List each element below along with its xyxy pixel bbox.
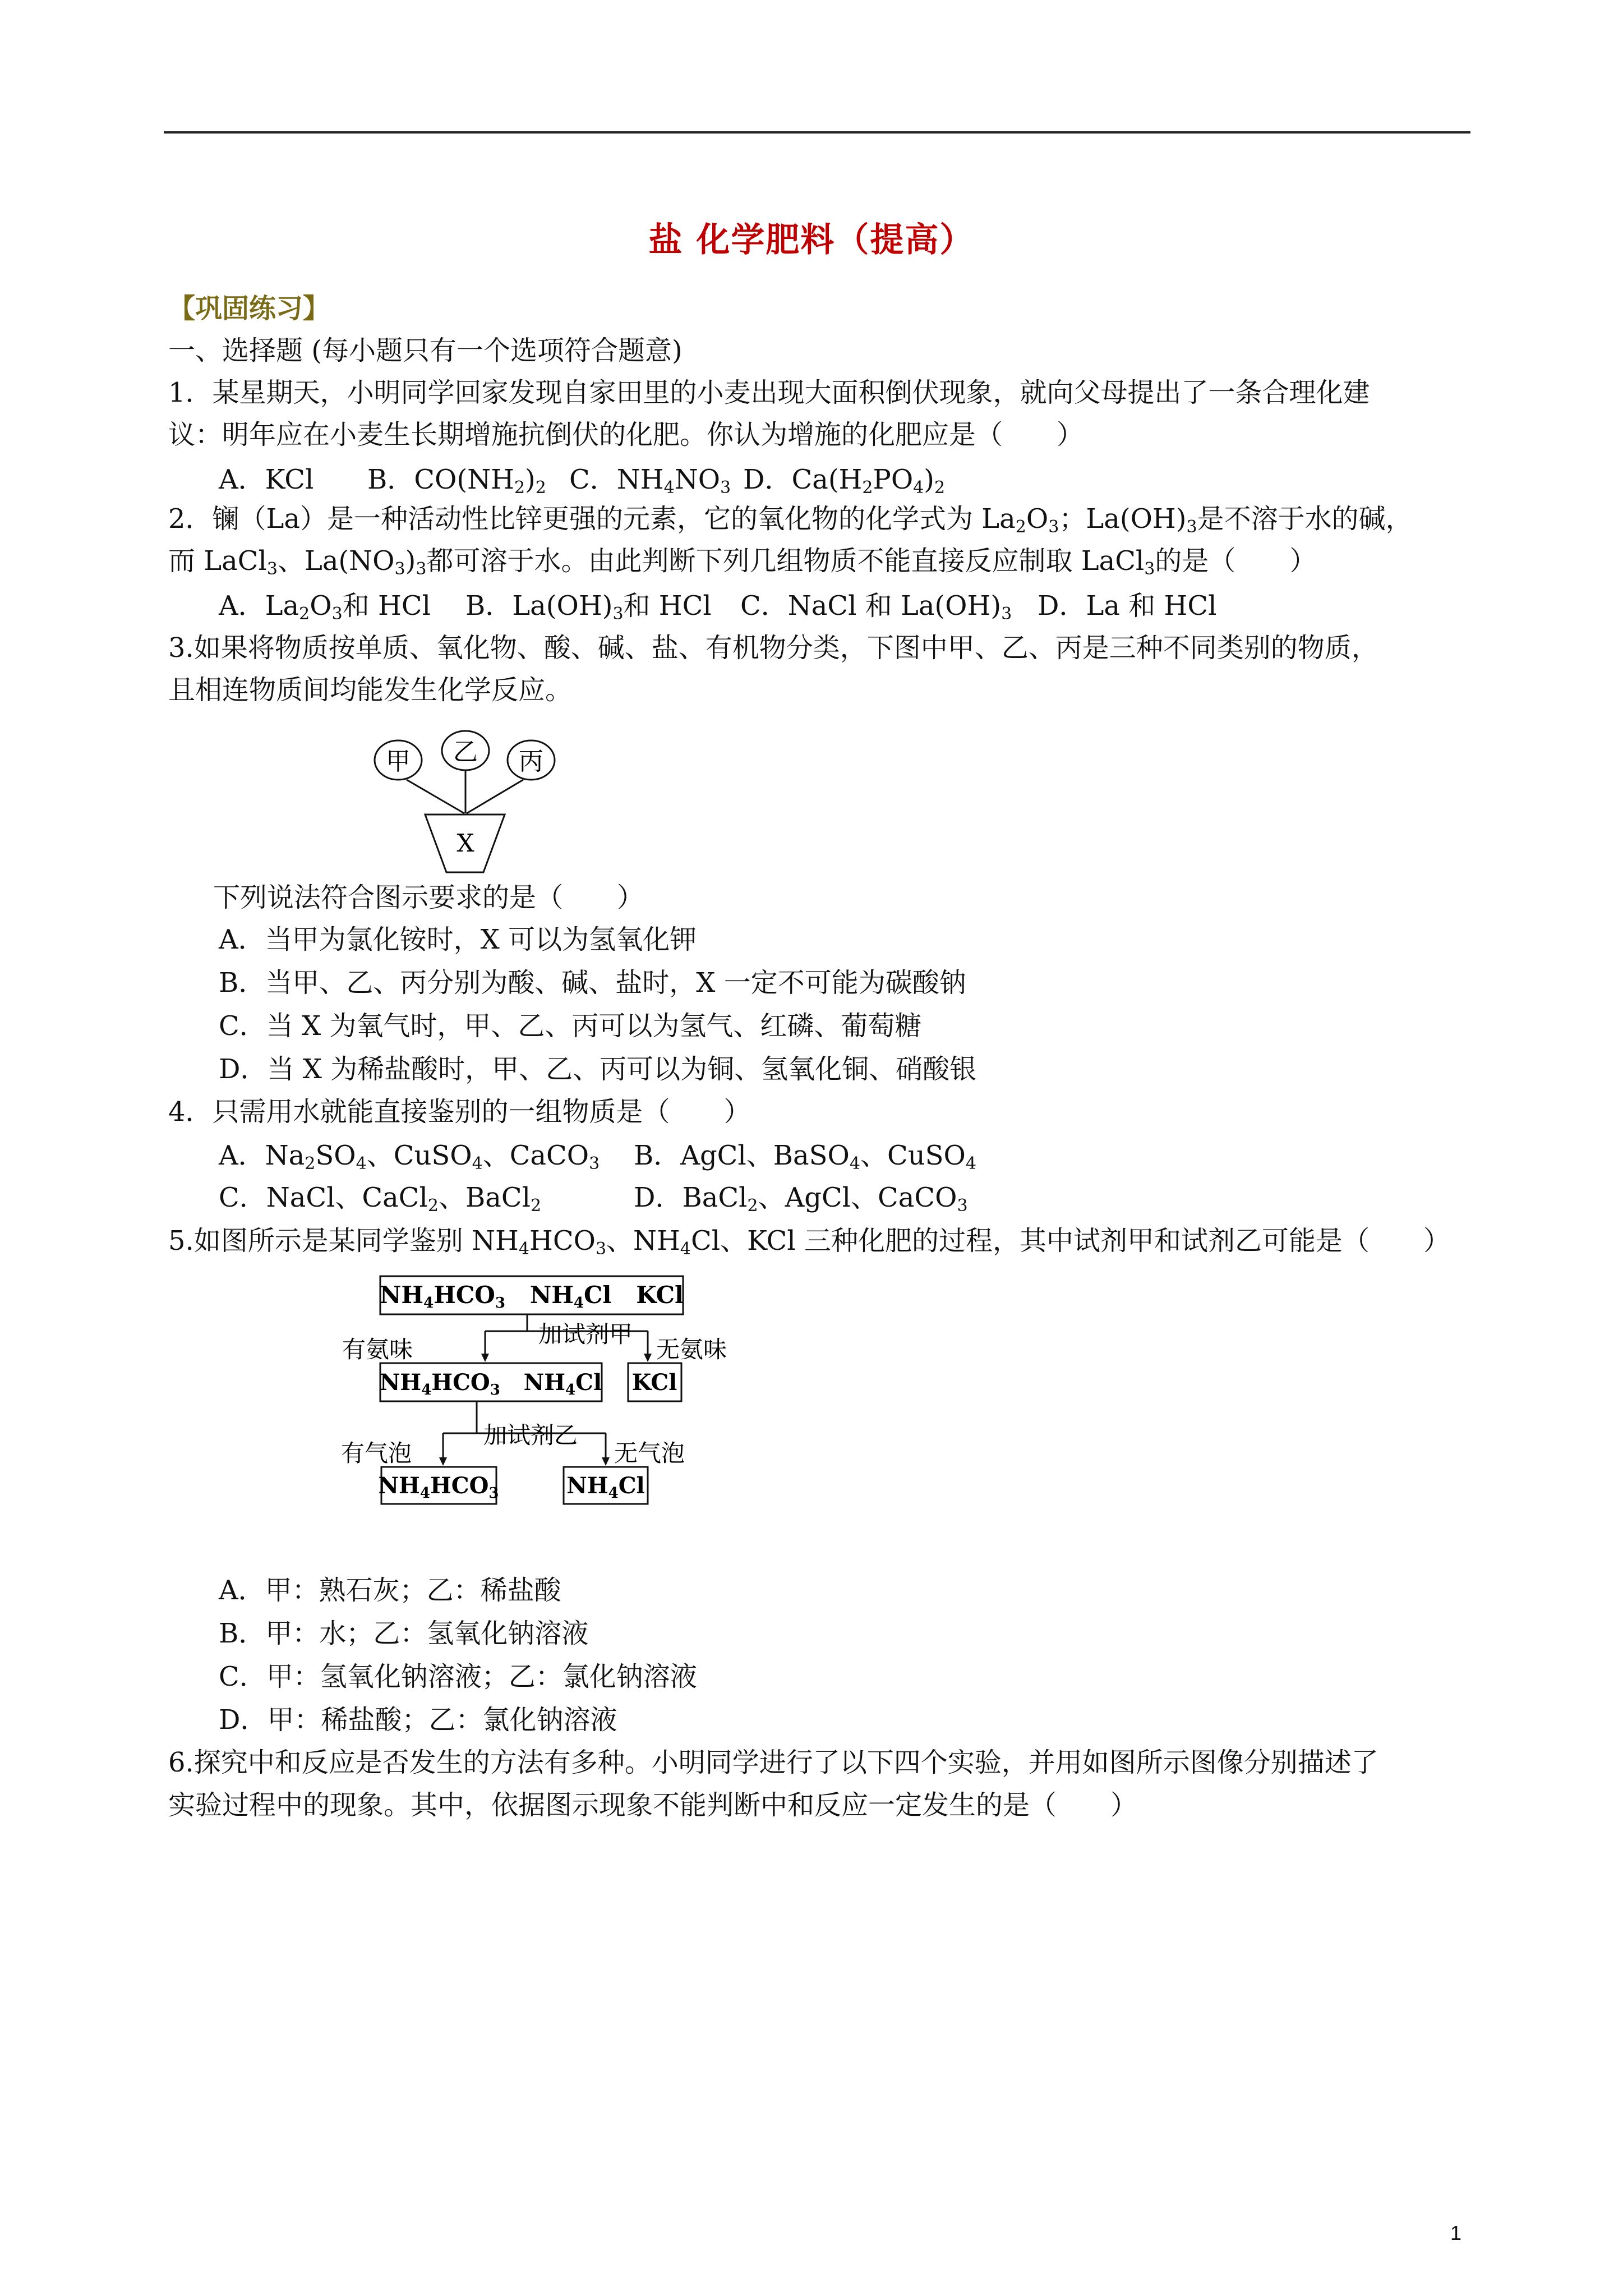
q5-box-mid-right-label: KCl	[631, 1369, 677, 1396]
q4-option-c: C．NaCl、CaCl$_2$、BaCl$_2$	[219, 1182, 542, 1216]
q4-option-a: A．$Na_2SO_4$、CuSO$_4$、CaCO$_3$	[219, 1140, 600, 1174]
q5-left1-label: 有氨味	[342, 1336, 413, 1363]
part-heading: 一、选择题 (每小题只有一个选项符合题意)	[168, 335, 683, 366]
q5-box-start-label: NH4HCO3 NH4Cl KCl	[379, 1281, 684, 1312]
section-heading: 【巩固练习】	[168, 293, 330, 324]
q3-option-d: D．当 X 为稀盐酸时，甲、乙、丙可以为铜、氢氧化铜、硝酸银	[219, 1053, 977, 1085]
q2-option-c: C．NaCl 和 $La(OH)_3$	[740, 590, 1012, 624]
q3-node2-label: 乙	[453, 738, 478, 766]
q5-flowchart	[336, 1271, 763, 1573]
q3-line2: 且相连物质间均能发生化学反应。	[168, 674, 573, 706]
q5-option-a: A．甲：熟石灰；乙：稀盐酸	[219, 1575, 561, 1606]
q5-option-b: B．甲：水；乙：氢氧化钠溶液	[219, 1618, 589, 1649]
q5-left2-label: 有气泡	[341, 1439, 412, 1467]
q5-box-bottom-left-label: $NH_4HCO_3$	[378, 1473, 499, 1502]
q2-option-b: B．$La(OH)_3$和 HCl	[465, 590, 712, 624]
q3-link1	[407, 780, 464, 813]
q5-right1-label: 无氨味	[656, 1336, 727, 1363]
q3-center-label: X	[457, 829, 474, 858]
q3-link3	[467, 780, 523, 813]
q4-option-b: B．AgCl、BaSO$_4$、CuSO$_4$	[634, 1140, 976, 1174]
q3-node1-label: 甲	[386, 747, 411, 776]
q5-option-c: C．甲：氢氧化钠溶液；乙：氯化钠溶液	[219, 1661, 697, 1692]
q5-right2-label: 无气泡	[614, 1439, 685, 1467]
q3-node3-label: 丙	[519, 747, 543, 776]
q3-option-c: C．当 X 为氧气时，甲、乙、丙可以为氢气、红磷、葡萄糖	[219, 1010, 922, 1042]
q2-line1: 2．镧（La）是一种活动性比锌更强的元素，它的氧化物的化学式为 $La_2O_3$；$La(OH)_3$是不溶于水的碱，	[168, 503, 1413, 537]
q5-step1-label: 加试剂甲	[538, 1320, 633, 1348]
q3-line1: 3.如果将物质按单质、氧化物、酸、碱、盐、有机物分类，下图中甲、乙、丙是三种不同类别的物质，	[168, 632, 1378, 664]
q1-options	[219, 463, 1525, 496]
q5-box-bottom-right-label: $NH_4Cl$	[566, 1473, 645, 1502]
q3-diagram	[365, 729, 566, 886]
q2-options	[219, 589, 1525, 623]
q1-option-b: B．$CO(NH_2)_2$	[367, 464, 546, 498]
q5-line1: 5.如图所示是某同学鉴别 $NH_4HCO_3$、$NH_4Cl$、KCl 三种化肥的过程，其中试剂甲和试剂乙可能是（ ）	[168, 1225, 1451, 1259]
q5-step2-label: 加试剂乙	[483, 1421, 578, 1449]
q1-option-d: D．$Ca(H_2PO_4)_2$	[743, 464, 946, 498]
q3-option-b: B．当甲、乙、丙分别为酸、碱、盐时，X 一定不可能为碳酸钠	[219, 967, 966, 999]
q6-line1: 6.探究中和反应是否发生的方法有多种。小明同学进行了以下四个实验，并用如图所示图像分别描述了	[168, 1747, 1378, 1778]
q5-option-d: D．甲：稀盐酸；乙：氯化钠溶液	[219, 1704, 617, 1736]
page-title: 盐 化学肥料（提高）	[648, 220, 975, 260]
page-number: 1	[1450, 2221, 1462, 2244]
header-rule	[164, 131, 1470, 134]
q4-line1: 4．只需用水就能直接鉴别的一组物质是（ ）	[168, 1096, 751, 1128]
q1-option-a: A．KCl	[219, 464, 314, 495]
q2-option-d: D．La 和 HCl	[1038, 590, 1217, 622]
q6-line2: 实验过程中的现象。其中，依据图示现象不能判断中和反应一定发生的是（ ）	[168, 1789, 1138, 1821]
q3-option-a: A．当甲为氯化铵时，X 可以为氢氧化钾	[219, 924, 697, 955]
q1-line1: 1．某星期天，小明同学回家发现自家田里的小麦出现大面积倒伏现象，就向父母提出了一条合理化建	[168, 377, 1370, 408]
q1-line2: 议：明年应在小麦生长期增施抗倒伏的化肥。你认为增施的化肥应是（ ）	[168, 419, 1084, 450]
q4-options-row2	[219, 1181, 1525, 1214]
q2-line2: 而 LaCl$_3$、$La(NO_3)_3$都可溶于水。由此判断下列几组物质不能直接反应制取 LaCl$_3$的是（ ）	[168, 545, 1317, 579]
q3-prompt: 下列说法符合图示要求的是（ ）	[213, 882, 644, 913]
q2-option-a: A．$La_2O_3$和 HCl	[219, 590, 431, 624]
q4-options-row1	[219, 1139, 1525, 1172]
q4-option-d: D．BaCl$_2$、AgCl、CaCO$_3$	[634, 1182, 968, 1216]
q5-box-mid-left-label: $NH_4HCO_3$ $NH_4Cl$	[379, 1369, 602, 1398]
q1-option-c: C．$NH_4NO_3$	[569, 464, 731, 498]
